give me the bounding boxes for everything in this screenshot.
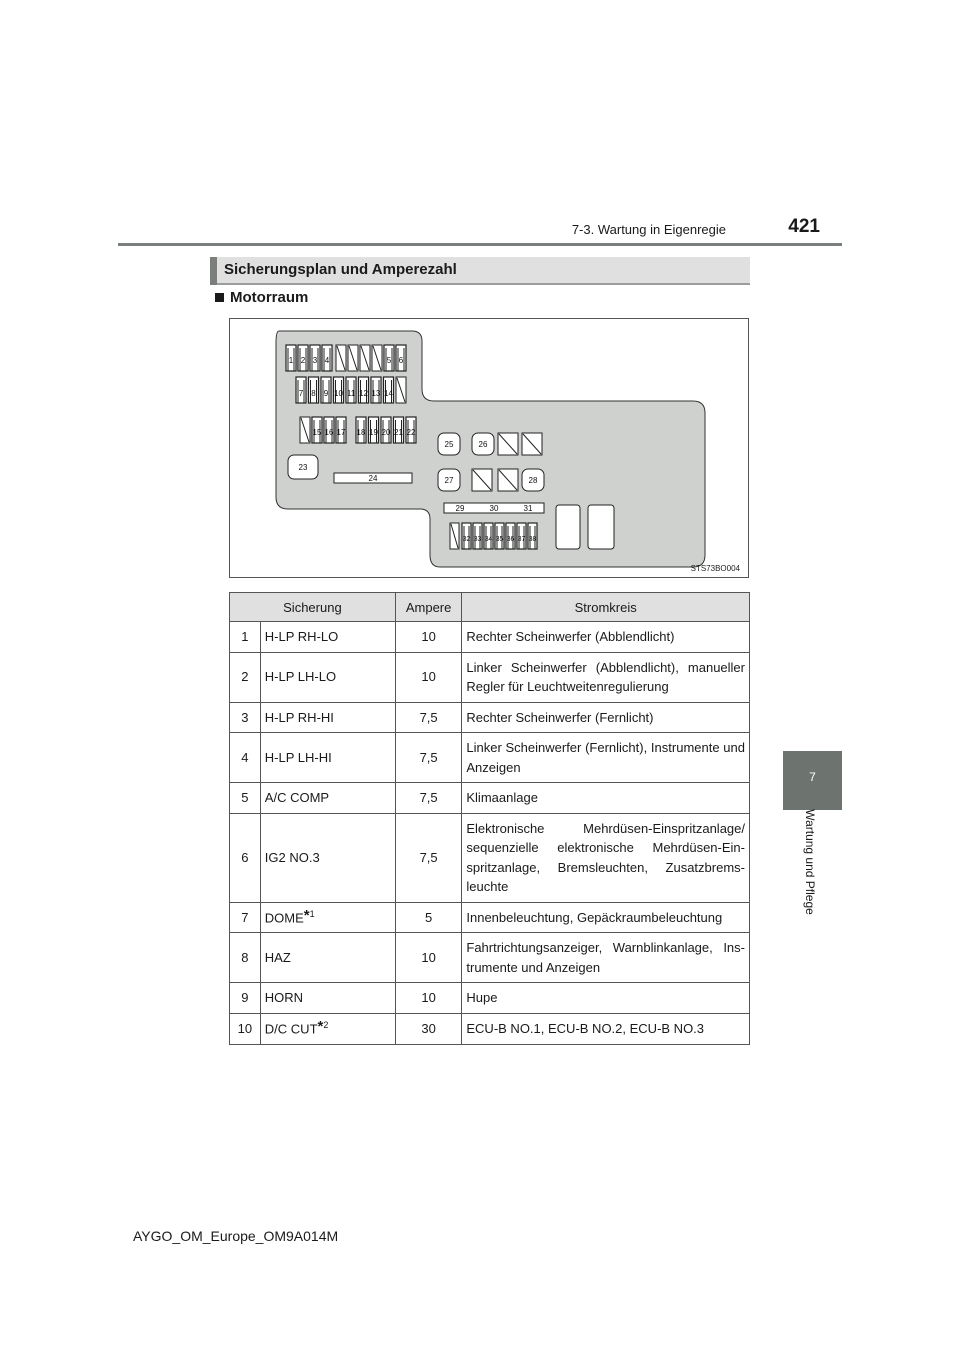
- fuse-number: 9: [230, 983, 261, 1014]
- fuse-ampere: 7,5: [395, 783, 462, 814]
- fuse-circuit: Fahrtrichtungsanzeiger, Warnblinkanlage, Ins-trumente und Anzeigen: [462, 933, 750, 983]
- asterisk-icon: *: [317, 1017, 324, 1035]
- fuse-name-cell: [260, 702, 395, 733]
- table-row: [230, 702, 750, 733]
- fuse-label: 34: [484, 536, 493, 543]
- fuse-box-diagram: [229, 318, 749, 578]
- relay: [588, 505, 614, 549]
- fuse-name-cell: [260, 733, 395, 783]
- fuse-ampere: 10: [395, 933, 462, 983]
- fuse-label: 11: [346, 389, 356, 398]
- fuse-ampere: 10: [395, 983, 462, 1014]
- fuse-label: 23: [298, 463, 308, 472]
- diagram-code: STS73BO004: [690, 564, 740, 573]
- table-header-row: [230, 593, 750, 622]
- section-title: Sicherungsplan und Amperezahl: [224, 261, 457, 278]
- fuse-name: A/C COMP: [264, 790, 330, 805]
- fuse-label: 33: [473, 536, 482, 543]
- fuse-name: H-LP LH-LO: [264, 669, 337, 685]
- fuse-label: 10: [334, 389, 343, 398]
- fuse-circuit: Innenbeleuchtung, Gepäckraumbeleuchtung: [462, 902, 750, 933]
- fuse-circuit: Klimaanlage: [462, 783, 750, 814]
- bullet-square-icon: [215, 293, 224, 302]
- fuse-label: 27: [444, 476, 454, 485]
- fuse-table: [229, 592, 750, 1045]
- subheading: Motorraum: [230, 289, 309, 306]
- fuse-name: D/C CUT: [264, 1021, 318, 1037]
- fuse-circuit: Linker Scheinwerfer (Fernlicht), Instrumente und Anzeigen: [462, 733, 750, 783]
- fuse-number: 1: [230, 622, 261, 653]
- fuse-label: 19: [369, 428, 378, 437]
- chapter-title-vertical: Wartung und Pflege: [803, 809, 817, 915]
- fuse-circuit: Rechter Scheinwerfer (Fernlicht): [462, 702, 750, 733]
- fuse-label: 22: [406, 428, 416, 437]
- fuse-label: 3: [312, 356, 318, 365]
- title-accent: [210, 257, 217, 285]
- fuse-name: H-LP RH-HI: [264, 709, 334, 725]
- fuse-label: 29: [455, 504, 465, 513]
- fuse-number: 2: [230, 652, 261, 702]
- fuse-ampere: 7,5: [395, 813, 462, 902]
- fuse-name: H-LP RH-LO: [264, 629, 339, 644]
- footer-document-id: AYGO_OM_Europe_OM9A014M: [133, 1228, 339, 1244]
- header-rule: [118, 243, 842, 246]
- fuse-label: 9: [323, 389, 329, 398]
- fuse-label: 25: [444, 440, 454, 449]
- fuse-label: 31: [523, 504, 533, 513]
- fuse-number: 6: [230, 813, 261, 902]
- footnote-ref: 2: [323, 1019, 329, 1030]
- fuse-label: 2: [300, 356, 306, 365]
- fuse-ampere: 7,5: [395, 702, 462, 733]
- fuse-label: 35: [495, 536, 504, 543]
- fuse-label: 38: [528, 536, 537, 543]
- fuse-circuit: Hupe: [462, 983, 750, 1014]
- fuse-label: 18: [356, 428, 366, 437]
- fuse-label: 12: [359, 389, 368, 398]
- fuse-label: 4: [324, 356, 330, 365]
- asterisk-icon: *: [303, 906, 310, 924]
- fuse-name-cell: [260, 1013, 395, 1044]
- table-row: [230, 733, 750, 783]
- fuse-ampere: 10: [395, 622, 462, 653]
- table-row: [230, 1013, 750, 1044]
- fuse-name-cell: [260, 622, 395, 653]
- fuse-label: 5: [386, 356, 392, 365]
- fuse-circuit: Elektronische Mehrdüsen-Einspritzanlage/ sequenzielle elektronische Mehrdüsen-Ein-spritzanlage, Bremsleuchten, Zusatzbrems-leuchte: [462, 813, 750, 902]
- fuse-label: 26: [478, 440, 488, 449]
- fuse-label: 17: [336, 428, 346, 437]
- fuse-label: 13: [371, 389, 381, 398]
- table-row: [230, 622, 750, 653]
- fuse-circuit: Linker Scheinwerfer (Abblendlicht), manueller Regler für Leuchtweitenregulierung: [462, 652, 750, 702]
- fuse-label: 28: [528, 476, 538, 485]
- chapter-number: 7: [809, 770, 816, 784]
- fuse-number: 3: [230, 702, 261, 733]
- fuse-label: 32: [462, 536, 471, 543]
- section-label: 7-3. Wartung in Eigenregie: [571, 222, 726, 237]
- fuse-circuit: ECU-B NO.1, ECU-B NO.2, ECU-B NO.3: [462, 1013, 750, 1044]
- fuse-name: IG2 NO.3: [264, 849, 320, 865]
- fuse-box-svg: [230, 319, 748, 577]
- fuse-label: 8: [311, 389, 316, 398]
- fuse-name-cell: [260, 783, 395, 814]
- fuse-number: 7: [230, 902, 261, 933]
- table-row: [230, 933, 750, 983]
- fuse-number: 5: [230, 783, 261, 814]
- fuse-label: 30: [489, 504, 499, 513]
- fuse-name: DOME: [264, 909, 304, 925]
- fuse-ampere: 5: [395, 902, 462, 933]
- fuse-ampere: 10: [395, 652, 462, 702]
- fuse-name: HAZ: [264, 950, 291, 966]
- page-number: 421: [788, 216, 820, 237]
- fuse-label: 20: [381, 428, 391, 437]
- column-header-circuit: Stromkreis: [462, 593, 750, 622]
- table-row: [230, 783, 750, 814]
- fuse-circuit: Rechter Scheinwerfer (Abblendlicht): [462, 622, 750, 653]
- table-row: [230, 983, 750, 1014]
- fuse-name-cell: [260, 652, 395, 702]
- fuse-number: 10: [230, 1013, 261, 1044]
- column-header-fuse: Sicherung: [230, 593, 396, 622]
- fuse-label: 37: [517, 536, 526, 543]
- fuse-ampere: 7,5: [395, 733, 462, 783]
- fuse-label: 7: [298, 389, 304, 398]
- table-row: [230, 652, 750, 702]
- fuse-label: 14: [384, 389, 393, 398]
- footnote-ref: 1: [309, 908, 315, 919]
- fuse-name-cell: [260, 813, 395, 902]
- column-header-ampere: Ampere: [395, 593, 462, 622]
- fuse-label: 1: [288, 356, 294, 365]
- fuse-name-cell: [260, 902, 395, 933]
- fuse-number: 4: [230, 733, 261, 783]
- fuse-label: 16: [324, 428, 334, 437]
- fuse-label: 15: [312, 428, 322, 437]
- fuse-name: H-LP LH-HI: [264, 749, 332, 765]
- fuse-label: 21: [394, 428, 403, 437]
- fuse-name: HORN: [264, 990, 304, 1006]
- fuse-name-cell: [260, 983, 395, 1014]
- fuse-label: 24: [368, 474, 378, 483]
- fuse-label: 36: [506, 536, 515, 543]
- relay: [556, 505, 580, 549]
- table-row: [230, 902, 750, 933]
- fuse-name-cell: [260, 933, 395, 983]
- fuse-label: 6: [398, 356, 404, 365]
- fuse-ampere: 30: [395, 1013, 462, 1044]
- table-row: [230, 813, 750, 902]
- fuse-number: 8: [230, 933, 261, 983]
